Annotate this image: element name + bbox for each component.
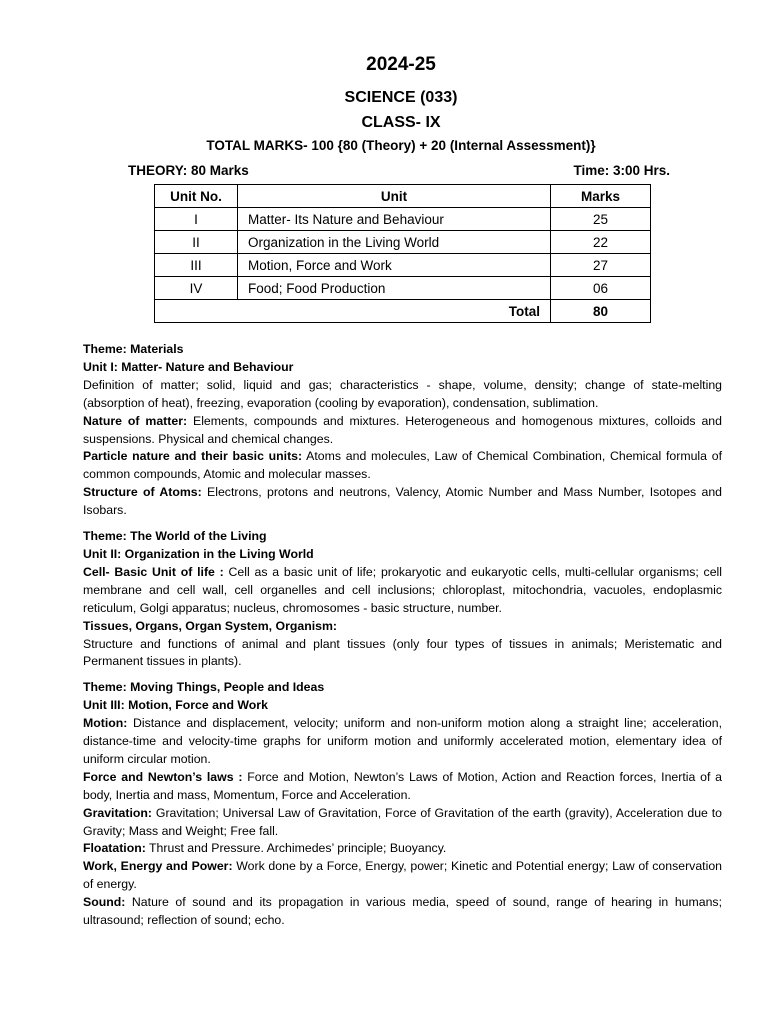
header-unit: Unit xyxy=(238,185,551,208)
topic-text: Gravitation; Universal Law of Gravitation, Force of Gravitation of the earth (gravity), Acceleration due to Gravity; Mass and Weight; Free fall. xyxy=(83,805,722,838)
topic-lead: Gravitation: xyxy=(83,805,153,820)
unit-marks: 27 xyxy=(551,254,651,277)
topic-text: Electrons, protons and neutrons, Valency, Atomic Number and Mass Number, Isotopes and Isobars. xyxy=(83,485,722,518)
unit-name: Food; Food Production xyxy=(238,277,551,300)
unit-heading: Unit III: Motion, Force and Work xyxy=(83,698,268,713)
topic-text: Nature of sound and its propagation in various media, speed of sound, range of hearing in humans; ultrasound; reflection of sound; echo. xyxy=(83,895,722,928)
table-row xyxy=(155,277,651,300)
section-world-of-living xyxy=(83,528,722,671)
unit-number: II xyxy=(155,231,238,254)
unit-name: Motion, Force and Work xyxy=(238,254,551,277)
marks-table xyxy=(154,184,651,323)
topic-paragraph xyxy=(83,484,722,520)
topic-lead: Floatation: xyxy=(83,841,146,856)
header-marks: Marks xyxy=(551,185,651,208)
topic-text: Atoms and molecules, Law of Chemical Combination, Chemical formula of common compounds, Atomic and molecular masses. xyxy=(83,449,722,482)
header-unit-no: Unit No. xyxy=(155,185,238,208)
topic-lead: Nature of matter: xyxy=(83,413,188,428)
unit-heading: Unit I: Matter- Nature and Behaviour xyxy=(83,359,294,374)
exam-time: Time: 3:00 Hrs. xyxy=(573,163,670,178)
topic-paragraph xyxy=(83,858,722,894)
topic-paragraph xyxy=(83,377,722,413)
unit-marks: 06 xyxy=(551,277,651,300)
document-year: 2024-25 xyxy=(366,54,436,75)
topic-paragraph xyxy=(83,413,722,449)
class-title: CLASS- IX xyxy=(361,114,441,131)
topic-paragraph xyxy=(83,715,722,769)
total-value: 80 xyxy=(551,300,651,323)
theme-heading: Theme: Moving Things, People and Ideas xyxy=(83,680,325,695)
unit-number: I xyxy=(155,208,238,231)
topic-text: Elements, compounds and mixtures. Heterogeneous and homogenous mixtures, colloids and suspensions. Physical and chemical changes. xyxy=(83,413,722,446)
topic-lead: Tissues, Organs, Organ System, Organism: xyxy=(83,618,337,633)
topic-lead: Cell- Basic Unit of life : xyxy=(83,564,224,579)
table-row xyxy=(155,231,651,254)
syllabus-content xyxy=(83,341,722,938)
unit-marks: 25 xyxy=(551,208,651,231)
theme-heading: Theme: Materials xyxy=(83,342,184,356)
topic-paragraph xyxy=(83,618,722,636)
section-moving-things xyxy=(83,679,722,930)
topic-paragraph xyxy=(83,769,722,805)
unit-marks: 22 xyxy=(551,231,651,254)
topic-paragraph xyxy=(83,448,722,484)
table-total-row xyxy=(155,300,651,323)
unit-number: III xyxy=(155,254,238,277)
topic-paragraph xyxy=(83,894,722,930)
topic-lead: Particle nature and their basic units: xyxy=(83,449,303,464)
total-marks-line: TOTAL MARKS- 100 {80 (Theory) + 20 (Internal Assessment)} xyxy=(206,138,596,153)
topic-lead: Motion: xyxy=(83,716,128,731)
table-row xyxy=(155,208,651,231)
subject-title: SCIENCE (033) xyxy=(344,89,458,106)
unit-name: Organization in the Living World xyxy=(238,231,551,254)
theory-marks: THEORY: 80 Marks xyxy=(128,163,249,178)
topic-paragraph xyxy=(83,564,722,618)
topic-paragraph xyxy=(83,840,722,858)
topic-paragraph xyxy=(83,636,722,672)
topic-lead: Work, Energy and Power: xyxy=(83,859,233,874)
topic-text: Definition of matter; solid, liquid and gas; characteristics - shape, volume, density; change of state-melting (absorption of heat), freezing, evaporation (cooling by evaporation), condensation, sublimation. xyxy=(83,377,722,410)
topic-lead: Structure of Atoms: xyxy=(83,485,202,500)
topic-text: Distance and displacement, velocity; uniform and non-uniform motion along a straight line; acceleration, distance-time and velocity-time graphs for uniform motion and uniformly accelerated motion, elementary idea of uniform circular motion. xyxy=(83,716,722,766)
unit-heading: Unit II: Organization in the Living World xyxy=(83,546,314,561)
topic-text: Thrust and Pressure. Archimedes’ principle; Buoyancy. xyxy=(145,841,447,856)
topic-lead: Sound: xyxy=(83,895,126,910)
topic-text: Structure and functions of animal and plant tissues (only four types of tissues in animals; Meristematic and Permanent tissues in plants). xyxy=(83,636,722,669)
section-materials xyxy=(83,341,722,520)
topic-text: Work done by a Force, Energy, power; Kinetic and Potential energy; Law of conservation of energy. xyxy=(83,859,722,892)
theme-heading: Theme: The World of the Living xyxy=(83,529,267,544)
table-row xyxy=(155,254,651,277)
topic-lead: Force and Newton’s laws : xyxy=(83,769,243,784)
total-label: Total xyxy=(155,300,551,323)
table-header-row xyxy=(155,185,651,208)
topic-text: Force and Motion, Newton’s Laws of Motion, Action and Reaction forces, Inertia of a body, Inertia and mass, Momentum, Force and Acceleration. xyxy=(83,769,722,802)
topic-text: Cell as a basic unit of life; prokaryotic and eukaryotic cells, multi-cellular organisms; cell membrane and cell wall, cell organelles and cell inclusions; chloroplast, mitochondria, vacuoles, endoplasmic reticulum, Golgi apparatus; nucleus, chromosomes - basic structure, number. xyxy=(83,564,722,615)
unit-number: IV xyxy=(155,277,238,300)
unit-name: Matter- Its Nature and Behaviour xyxy=(238,208,551,231)
topic-paragraph xyxy=(83,805,722,841)
